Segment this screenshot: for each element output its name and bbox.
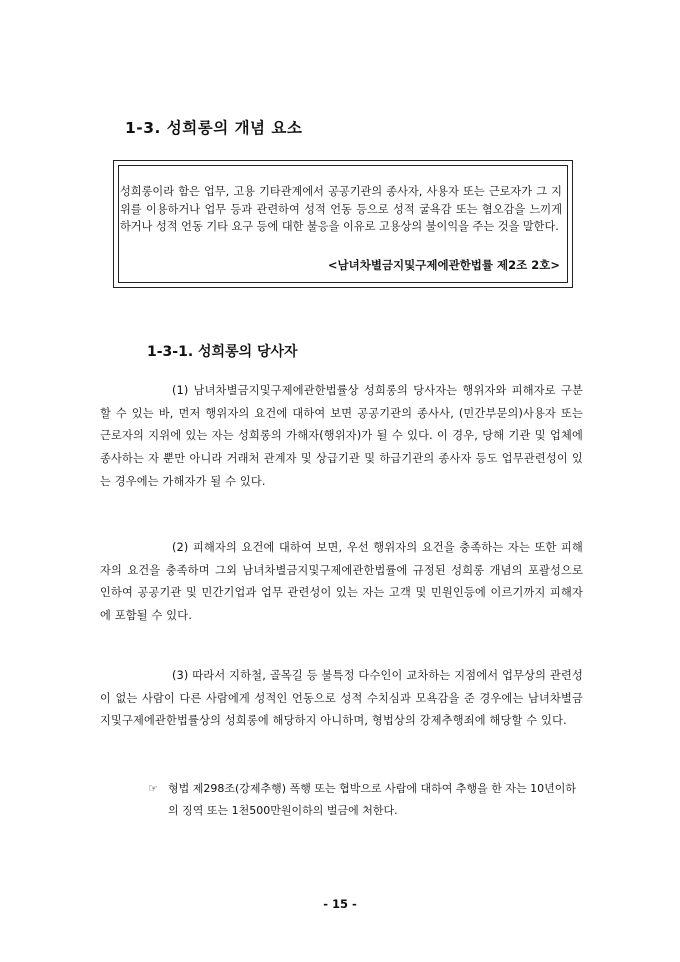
paragraph-3 [100,665,583,733]
page-number: - 15 - [323,897,357,911]
definition-source: <남녀차별금지및구제에관한법률 제2조 2호> [327,258,560,272]
definition-box [113,160,573,288]
paragraph-3-text: (3) 따라서 지하철, 골목길 등 불특정 다수인이 교차하는 지점에서 업무상의 관련성이 없는 사람이 다른 사람에게 성적인 언동으로 성적 수치심과 모욕감을 준 경우에는 남녀차별금지및구제에관한법률상의 성희롱에 해당하지 아니하며, 형법상의 강제추행죄에 해당할 수 있다. [100,669,583,728]
paragraph-1 [100,380,583,494]
paragraph-2-text: (2) 피해자의 요건에 대하여 보면, 우선 행위자의 요건을 충족하는 자는 또한 피해자의 요건을 충족하며 그외 남녀차별금지및구제에관한법률에 규정된 성희롱 개념의 포괄성으로 인하여 공공기관 및 민간기업과 업무 관련성이 있는 자는 고객 및 민원인등에 이르기까지 피해자에 포함될 수 있다. [100,541,583,623]
subsection-title: 1-3-1. 성희롱의 당사자 [147,344,298,360]
section-title: 1-3. 성희롱의 개념 요소 [125,119,303,137]
paragraph-1-text: (1) 남녀차별금지및구제에관한법률상 성희롱의 당사자는 행위자와 피해자로 구분할 수 있는 바, 먼저 행위자의 요건에 대하여 보면 공공기관의 종사사, (민간부문의)사용자 또는 근로자의 지위에 있는 자는 성희롱의 가해자(행위자)가 될 수 있다. 이 경우, 당해 기관 및 업체에 종사하는 자 뿐만 아니라 거래처 관계자 및 상급기관 및 하급기관의 종사자 등도 업무관련성이 있는 경우에는 가해자가 될 수 있다. [100,384,583,488]
paragraph-2 [100,537,583,628]
definition-text: 성희롱이라 함은 업무, 고용 기타관계에서 공공기관의 종사자, 사용자 또는 근로자가 그 지위를 이용하거나 업무 등과 관련하여 성적 언동 등으로 성적 굴욕감 또는 혐오감을 느끼게 하거나 성적 언동 기타 요구 등에 대한 불응을 이유로 고용상의 불이익을 주는 것을 말한다. [120,185,562,233]
note-text: 형법 제298조(강제추행) 폭행 또는 협박으로 사람에 대하여 추행을 한 자는 10년이하의 징역 또는 1천500만원이하의 벌금에 처한다. [168,782,576,817]
pointing-hand-icon: ☞ [148,782,158,795]
